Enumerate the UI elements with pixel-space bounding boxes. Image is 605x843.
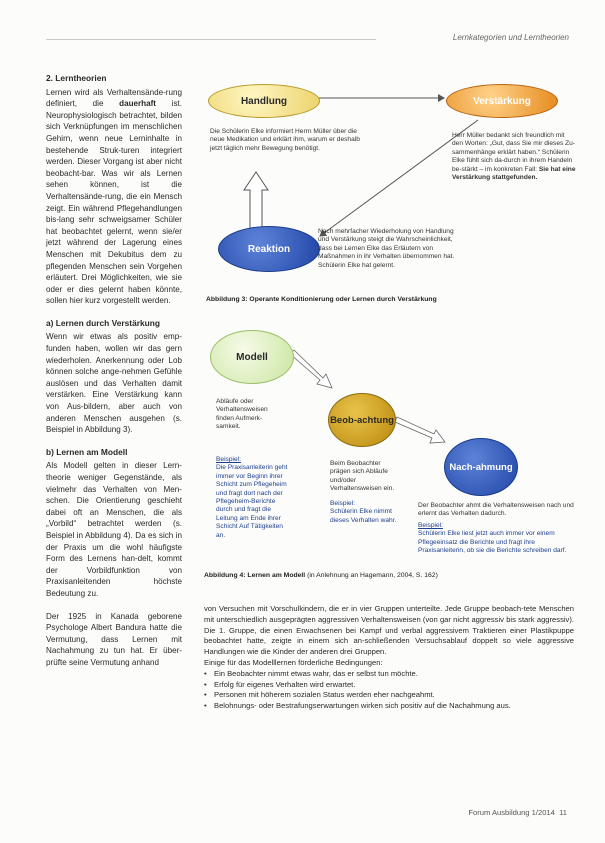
paragraph-bedingungen: Einige für das Modelllernen förderliche Bedingungen: [204,657,383,667]
fig3-note-top: Die Schülerin Elke informiert Herrn Müller über die neue Medikation und erklärt ihm, warum er deshalb jetzt täglich mehr Bewegung benötigt. [210,128,360,152]
oval-verstaerkung: Verstärkung [446,84,558,118]
list-item: • Personen mit höherem sozialen Status werden eher nachgeahmt. [204,690,574,701]
oval-handlung: Handlung [208,84,320,118]
footer-journal: Forum Ausbildung 1/2014 [468,808,555,817]
bold-dauerhaft: dauerhaft [119,99,157,109]
paragraph-modell: Als Modell gelten in dieser Lern-theorie weniger Gegenstände, als vielmehr das Verhalten von Men-schen. Die Orientierung geschieht dabei oft an Menschen, die als „Vorbild“ betrachtet werden (s. Beispiel in Abbildung 4). Da es sich in der Praxis um die wohl häufigste Form des Lernens han-delt, kommt der Vorbildfunktion von Praxisanleitenden höchste Bedeutung zu. [46,461,182,598]
lower-body-text [204,604,574,712]
list-item: • Erfolg für eigenes Verhalten wird erwartet. [204,680,574,691]
paragraph-bandura: Der 1925 in Kanada geborene Psychologe Albert Bandura hatte die Vermutung, dass Lernen mit Nachahmung zu tun hat. Er über-prüfte seine Vermutung anhand [46,611,182,667]
footer [468,808,567,817]
oval-nachahmung: Nach-ahmung [444,438,518,496]
paragraph-verstaerkung: Wenn wir etwas als positiv emp-funden haben, wollen wir das gern wiederholen. Anerkennung oder Lob können solche ange-nehmen Gefühle auslösen und das Verhalten damit verstärken. Eine Verstärkung kann von Aus-bildern, aber auch von anderen Menschen ausgehen (s. Beispiel in Abbildung 3). [46,332,182,435]
fig4-caption: Abbildung 4: Lernen am Modell (in Anlehnung an Hagemann, 2004, S. 162) [204,572,438,579]
heading-lerntheorien: 2. Lerntheorien [46,73,107,83]
header-rule [46,39,376,40]
fig3-note-bottom: Nach mehrfacher Wiederholung von Handlung und Verstärkung steigt die Wahrscheinlichkeit, dass bei Lernen Elke das Erläutern von Maßnahmen in ihr Verhalten übernommen hat. Schülerin Elke hat gelernt. [318,228,455,269]
fig4-note-beobachtung: Beim Beobachter prägen sich Abläufe und/oder Verhaltensweisen ein. [330,460,395,493]
heading-modell: b) Lernen am Modell [46,446,128,457]
oval-reaktion: Reaktion [218,226,320,272]
running-title: Lernkategorien und Lerntheorien [452,33,569,42]
fig4-beispiel-beobachtung: Beispiel: Schülerin Elke nimmt dieses Verhalten wahr. [330,500,397,524]
list-item: • Ein Beobachter nimmt etwas wahr, das er selbst tun möchte. [204,669,574,680]
list-item: • Belohnungs- oder Bestrafungserwartungen wirken sich positiv auf die Nachahmung aus. [204,701,574,712]
paragraph-bandura-versuch: von Versuchen mit Vorschulkindern, die er in vier Gruppen unterteilte. Jede Gruppe beobach-tete Menschen mit unterschiedlich ausgeprägten aggressiven Verhaltensweisen (von gar nicht aggressiv bis stark aggressiv). Die 1. Gruppe, die einen Erwachsenen bei Kampf und verbal aggressivem Traktieren einer Plastikpuppe beobachtet hatte, zeigte in einem sich an-schließenden Versuchsablauf doppelt so viele aggressive Handlungen wie die Kinder der anderen drei Gruppen. [204,604,574,657]
fig4-note-nachahmung: Der Beobachter ahmt die Verhaltensweisen nach und erlernt das Verhalten dadurch. [418,502,574,518]
left-column [46,73,182,680]
oval-beobachtung: Beob-achtung [328,393,396,447]
fig3-note-right: Herr Müller bedankt sich freundlich mit den Worten: „Gut, dass Sie mir dieses Zu-sammenhänge erklärt haben.“ Schülerin Elke fühlt sich da-durch in ihrem Handeln be-stärkt – im konkreten Fall: Sie hat eine Verstärkung stattgefunden. [452,132,576,182]
conditions-list [204,669,574,712]
heading-verstaerkung: a) Lernen durch Verstärkung [46,317,161,328]
paragraph-lernen: Lernen wird als Verhaltensände-rung definiert, die dauerhaft ist. Neurophysiologisch betrachtet, bilden sich Verknüpfungen im menschlichen Gehirn, wenn neue Lerninhalte in bestehende Struk-turen integriert werden. Dieser Vorgang ist aber nicht beobacht-bar. Was wir als Lernen sehen können, ist die Verhaltensände-rung, die ein Mensch zeigt. Ein während Pflegehandlungen bis-lang sehr schweigsamer Schüler hat beobachtet gelernt, wenn sie/er jetzt während der Lagerung eines Menschen mit Dekubitus dem zu pflegenden Menschen sein Vorgehen erläutert. Drei Möglichkeiten, wie sie oder er dies gelernt haben könnte, sollen hier kurz vorgestellt werden. [46,87,182,306]
fig3-caption: Abbildung 3: Operante Konditionierung oder Lernen durch Verstärkung [206,296,437,303]
page-number: 11 [559,808,567,817]
oval-modell: Modell [210,330,294,384]
fig4-beispiel-nachahmung: Beispiel: Schülerin Elke liest jetzt auch immer vor einem Pflegeeinsatz die Berichte und fragt ihre Praxisanleiterin, ob sie die Berichte schreiben darf. [418,522,567,555]
fig4-note-modell: Abläufe oder Verhaltensweisen finden Aufmerk-samkeit. [216,398,268,431]
fig4-beispiel-modell: Beispiel: Die Praxisanleiterin geht immer vor Beginn ihrer Schicht zum Pflegeheim und fragt dort nach der Pflegeheim-Berichte durch und fragt die Leitung am Ende ihrer Schicht Auf Tätigkeiten an. [216,456,288,539]
